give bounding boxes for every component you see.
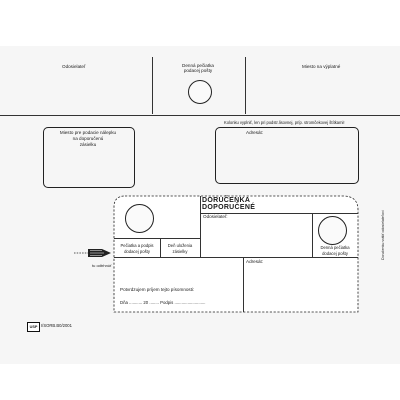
label-box-text-1: Miesto pre podacie nálepku (59, 130, 117, 135)
delivery-day-label-2: zásielky (172, 249, 188, 254)
stamp-circle-card-right (318, 216, 347, 245)
card-title-1: DORUČENKA (202, 197, 251, 204)
fill-note: Kolonku vyplniť, len pri podstr.lisovnej, príp. stromčekovej štítkami! (224, 120, 345, 125)
card-divider-v3 (243, 257, 244, 312)
place-for-stamp-label: Miesto na výplatné (302, 64, 341, 69)
stamp-circle-card-left (125, 204, 154, 233)
card-daily-stamp-label-1: Denná pečiatka (320, 245, 350, 250)
daily-stamp-label-2: podacej pošty (183, 68, 213, 73)
form-code: I/SORB.B0/2001 (41, 323, 72, 328)
daily-stamp-label-1: Denná pečiatka (182, 63, 214, 68)
card-side-note: Doručenku vrátiť odosielateľovi (381, 210, 385, 260)
stamp-sign-label-1: Pečiatka a podpis (120, 243, 154, 248)
tear-here-label: tu odtrhnúť (92, 263, 112, 268)
card-title-2: DOPORUČENÉ (202, 204, 256, 211)
card-divider-h3 (114, 257, 358, 258)
sender-label: Odosielateľ (62, 64, 86, 69)
pointing-hand-icon (72, 246, 114, 260)
card-addressee-label: Adresát: (246, 259, 264, 264)
card-sender-label: Odosielateľ: (203, 214, 228, 219)
address-box-label: Adresát: (246, 130, 264, 135)
stamp-sign-label-2: dodacej pošty (124, 249, 150, 254)
confirm-label: Potvrdzujem príjem tejto písomnosti: (120, 287, 195, 292)
card-divider-h1 (114, 238, 200, 239)
label-box-text-3: zásielku (79, 142, 97, 147)
card-daily-stamp-label-2: dodacej pošty (322, 251, 348, 256)
usp-logo: USP (27, 322, 40, 332)
date-signature-line: Dňa ........... 20 ........ Podpis .......................... (120, 300, 206, 305)
card-divider-v1 (200, 196, 201, 257)
label-box-text-2: na doporučenú (72, 136, 104, 141)
delivery-day-label-1: Deň uloženia (167, 243, 193, 248)
